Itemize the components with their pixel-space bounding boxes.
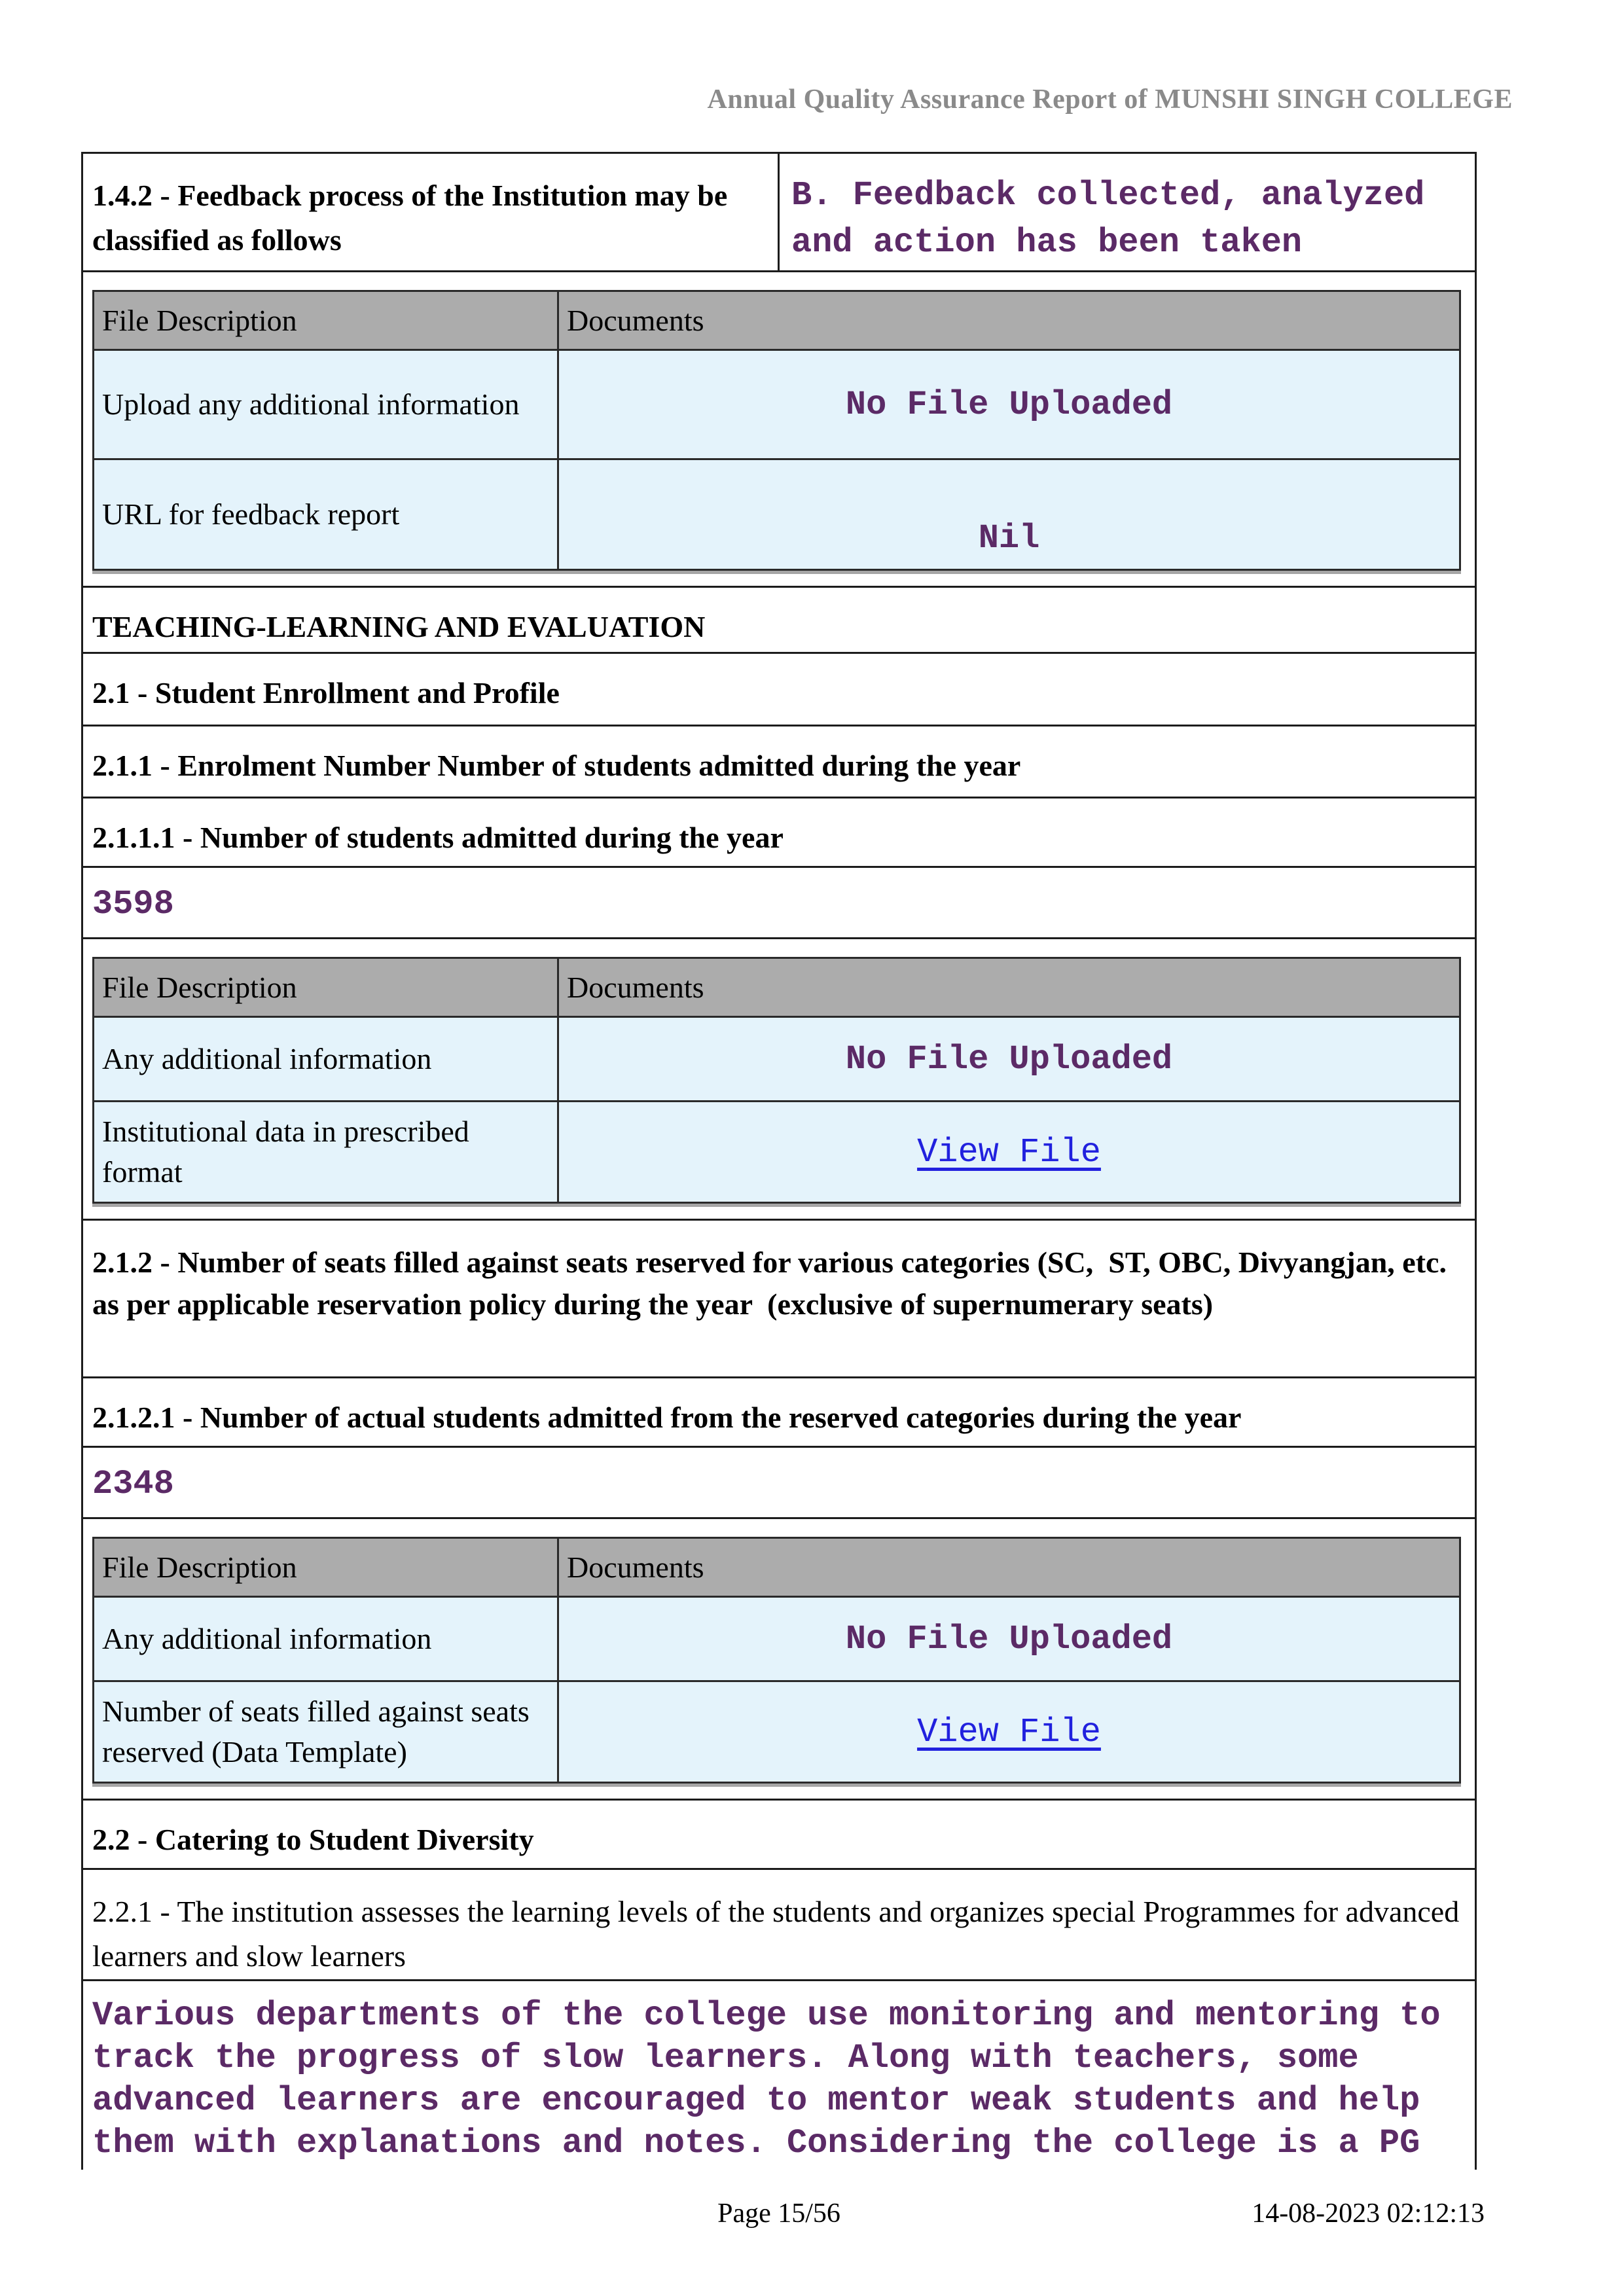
section-1-4-2-row [83, 154, 1475, 272]
column-header-file-description: File Description [94, 1538, 558, 1597]
table-row [94, 1017, 1460, 1102]
document-status: No File Uploaded [558, 1017, 1460, 1102]
footer-page-number: Page 15/56 [717, 2198, 840, 2229]
view-file-link[interactable]: View File [917, 1132, 1101, 1172]
column-header-documents: Documents [558, 1538, 1460, 1597]
heading-2-1-1-1: 2.1.1.1 - Number of students admitted during the year [83, 798, 1475, 868]
document-status: No File Uploaded [558, 1597, 1460, 1681]
heading-2-1-1: 2.1.1 - Enrolment Number Number of students admitted during the year [83, 726, 1475, 798]
table-row [94, 1597, 1460, 1681]
file-description-cell: Any additional information [94, 1017, 558, 1102]
file-table [92, 1537, 1461, 1784]
file-table-section-reserved-seats [83, 1519, 1475, 1801]
heading-2-2-1: 2.2.1 - The institution assesses the learning levels of the students and organizes special Programmes for advanced learners and slow learners [83, 1870, 1475, 1981]
section-1-4-2-label: 1.4.2 - Feedback process of the Institution may be classified as follows [83, 154, 780, 270]
file-description-cell: URL for feedback report [94, 459, 558, 570]
file-table [92, 957, 1461, 1204]
document-status: No File Uploaded [558, 350, 1460, 459]
heading-2-1-2: 2.1.2 - Number of seats filled against seats reserved for various categories (SC, ST, OBC, Divyangjan, etc. as per applicable reservation policy during the year (exclusive of supernumerary seats) [83, 1221, 1475, 1378]
footer-timestamp: 14-08-2023 02:12:13 [1252, 2198, 1485, 2229]
table-row [94, 1102, 1460, 1203]
heading-teaching-learning-evaluation: TEACHING-LEARNING AND EVALUATION [83, 588, 1475, 654]
heading-2-1: 2.1 - Student Enrollment and Profile [83, 654, 1475, 726]
file-description-cell: Any additional information [94, 1597, 558, 1681]
file-description-cell: Upload any additional information [94, 350, 558, 459]
value-2-1-2-1: 2348 [83, 1448, 1475, 1519]
column-header-file-description: File Description [94, 958, 558, 1017]
table-row [94, 1681, 1460, 1783]
page-footer [81, 2198, 1485, 2229]
file-description-cell: Number of seats filled against seats reserved (Data Template) [94, 1681, 558, 1783]
column-header-file-description: File Description [94, 291, 558, 350]
document-link-cell [558, 1681, 1460, 1783]
section-1-4-2-answer: B. Feedback collected, analyzed and action has been taken [791, 176, 1425, 262]
answer-2-2-1: Various departments of the college use monitoring and mentoring to track the progress of slow learners. Along with teachers, some advanced learners are encouraged to mentor weak students and help them with explanations and notes. Considering the college is a PG [92, 1996, 1441, 2162]
document-link-cell [558, 1102, 1460, 1203]
file-table [92, 290, 1461, 571]
column-header-documents: Documents [558, 291, 1460, 350]
page-header-title: Annual Quality Assurance Report of MUNSHI SINGH COLLEGE [707, 84, 1513, 115]
table-row [94, 350, 1460, 459]
value-2-1-1-1: 3598 [83, 868, 1475, 939]
file-table-section-feedback [83, 272, 1475, 588]
file-table-section-enrolment [83, 939, 1475, 1221]
report-body [81, 152, 1477, 2170]
heading-2-1-2-1: 2.1.2.1 - Number of actual students admitted from the reserved categories during the year [83, 1378, 1475, 1448]
file-description-cell: Institutional data in prescribed format [94, 1102, 558, 1203]
heading-2-2: 2.2 - Catering to Student Diversity [83, 1801, 1475, 1870]
document-status: Nil [558, 459, 1460, 570]
table-row [94, 459, 1460, 570]
view-file-link[interactable]: View File [917, 1712, 1101, 1751]
column-header-documents: Documents [558, 958, 1460, 1017]
